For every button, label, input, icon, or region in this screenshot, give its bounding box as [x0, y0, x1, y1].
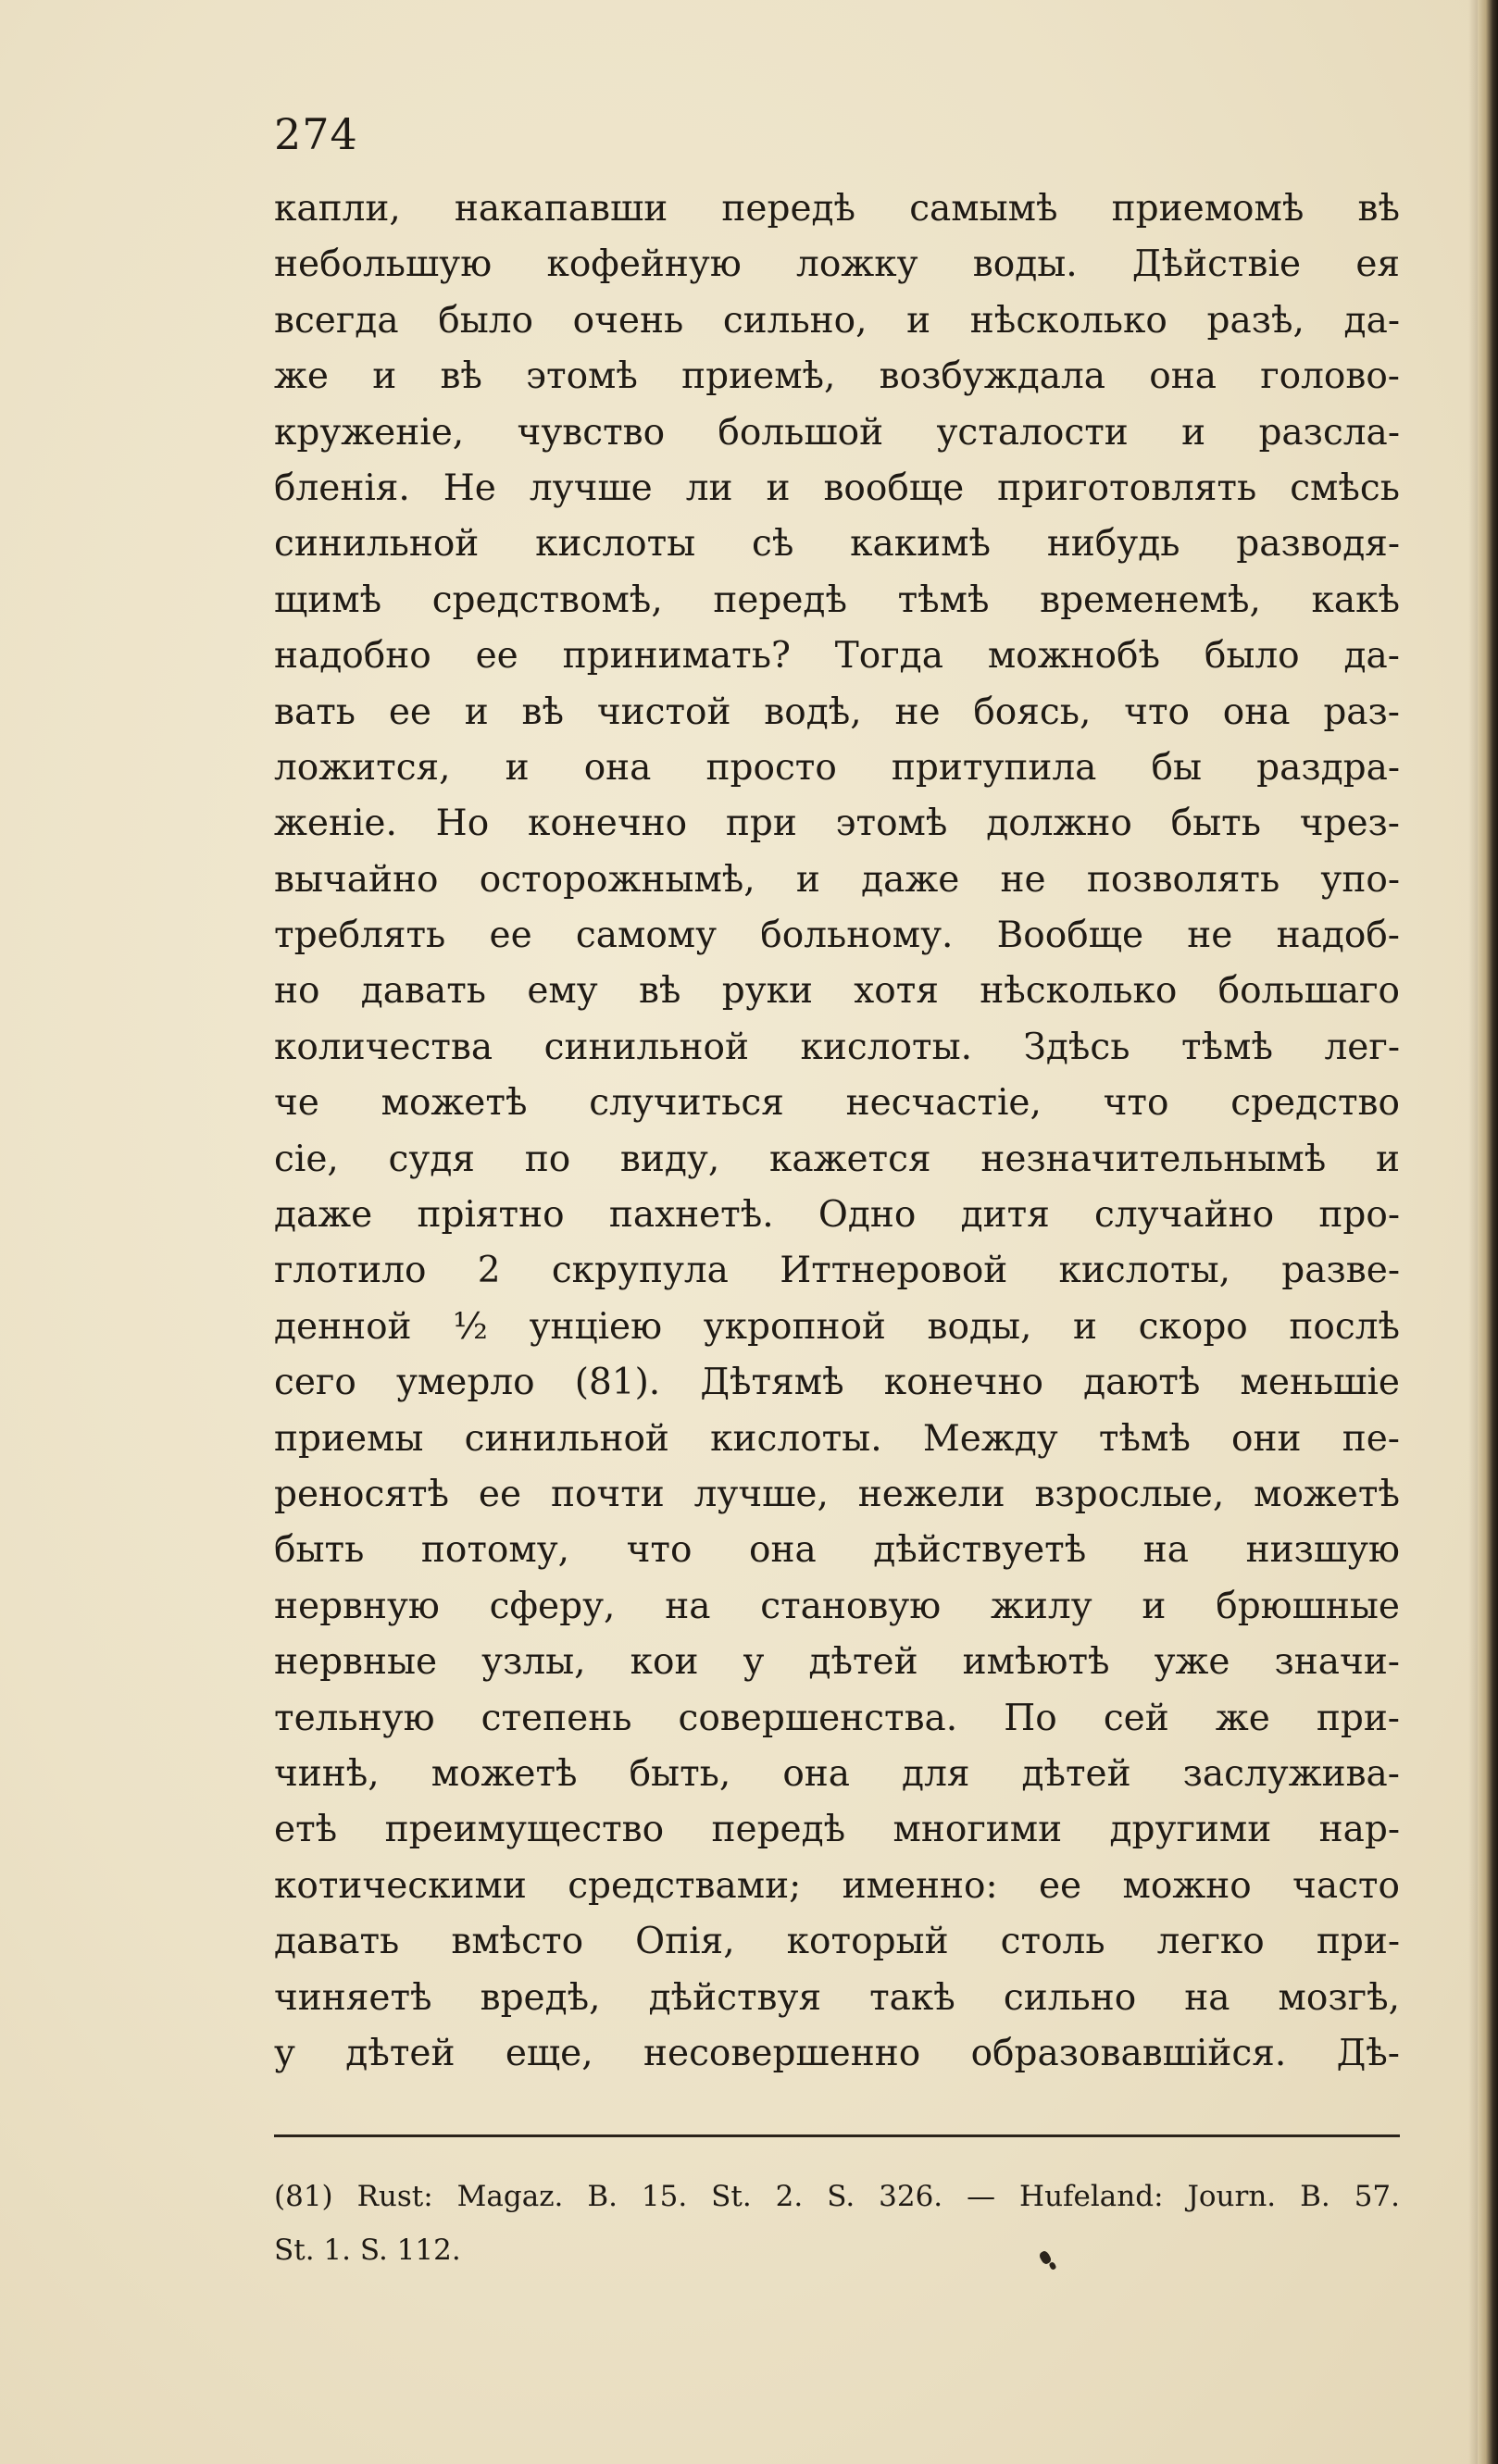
- text-line: сего умерло (81). Дѣтямѣ конечно даютѣ меньшіе: [274, 1362, 1400, 1404]
- text-line: же и вѣ этомѣ приемѣ, возбуждала она голово-: [274, 355, 1400, 398]
- text-line: нервную сферу, на становую жилу и брюшные: [274, 1585, 1400, 1627]
- text-line: ложится, и она просто притупила бы раздра-: [274, 746, 1400, 789]
- text-line: приемы синильной кислоты. Между тѣмѣ они пе-: [274, 1417, 1400, 1460]
- text-line: треблять ее самому больному. Вообще не надоб-: [274, 915, 1400, 957]
- book-binding-edge: [1478, 0, 1498, 2464]
- text-line: глотило 2 скрупула Иттнеровой кислоты, разве-: [274, 1250, 1400, 1292]
- text-line: нервные узлы, кои у дѣтей имѣютѣ уже значи-: [274, 1641, 1400, 1684]
- page-shadow: [1468, 0, 1478, 2464]
- text-line: че можетѣ случиться несчастіе, что средство: [274, 1082, 1400, 1125]
- text-line: но давать ему вѣ руки хотя нѣсколько большаго: [274, 970, 1400, 1013]
- text-line: быть потому, что она дѣйствуетѣ на низшую: [274, 1529, 1400, 1572]
- text-line: надобно ее принимать? Тогда можнобѣ было да-: [274, 635, 1400, 678]
- footnote-divider: [274, 2134, 1400, 2137]
- body-text: [274, 181, 1400, 2082]
- footnote-line: St. 1. S. 112.: [274, 2234, 461, 2267]
- text-line: давать вмѣсто Опія, который столь легко при-: [274, 1921, 1400, 1963]
- footnote: [274, 2170, 1400, 2277]
- text-line: чиняетѣ вредѣ, дѣйствуя такѣ сильно на мозгѣ,: [274, 1976, 1400, 2019]
- text-line: денной ½ унціею укропной воды, и скоро послѣ: [274, 1305, 1400, 1348]
- text-line: женіе. Но конечно при этомѣ должно быть чрез-: [274, 803, 1400, 845]
- text-line: капли, накапавши передѣ самымѣ приемомѣ вѣ: [274, 188, 1400, 230]
- text-line: небольшую кофейную ложку воды. Дѣйствіе ея: [274, 243, 1400, 286]
- text-line: етѣ преимущество передѣ многими другими нар-: [274, 1809, 1400, 1851]
- text-line: бленія. Не лучше ли и вообще приготовлять смѣсь: [274, 467, 1400, 509]
- text-line: сіе, судя по виду, кажется незначительнымѣ и: [274, 1138, 1400, 1180]
- text-line: котическими средствами; именно: ее можно часто: [274, 1864, 1400, 1907]
- text-line: даже пріятно пахнетѣ. Одно дитя случайно про-: [274, 1194, 1400, 1237]
- text-line: всегда было очень сильно, и нѣсколько разѣ, да-: [274, 299, 1400, 342]
- text-line: у дѣтей еще, несовершенно образовавшійся. Дѣ-: [274, 2032, 1400, 2074]
- page-number: 274: [274, 109, 358, 159]
- text-line: реносятѣ ее почти лучше, нежели взрослые, можетѣ: [274, 1473, 1400, 1515]
- text-line: синильной кислоты сѣ какимѣ нибудь разводя-: [274, 523, 1400, 566]
- text-line: круженіе, чувство большой усталости и разсла-: [274, 411, 1400, 454]
- text-line: количества синильной кислоты. Здѣсь тѣмѣ лег-: [274, 1026, 1400, 1068]
- footnote-line: (81) Rust: Magaz. B. 15. St. 2. S. 326. — Hufeland: Journ. B. 57.: [274, 2180, 1400, 2213]
- text-line: чинѣ, можетѣ быть, она для дѣтей заслужива-: [274, 1752, 1400, 1795]
- text-line: щимѣ средствомѣ, передѣ тѣмѣ временемѣ, какѣ: [274, 579, 1400, 621]
- text-line: вычайно осторожнымѣ, и даже не позволять упо-: [274, 858, 1400, 901]
- text-line: тельную степень совершенства. По сей же при-: [274, 1697, 1400, 1739]
- text-line: вать ее и вѣ чистой водѣ, не боясь, что она раз-: [274, 691, 1400, 733]
